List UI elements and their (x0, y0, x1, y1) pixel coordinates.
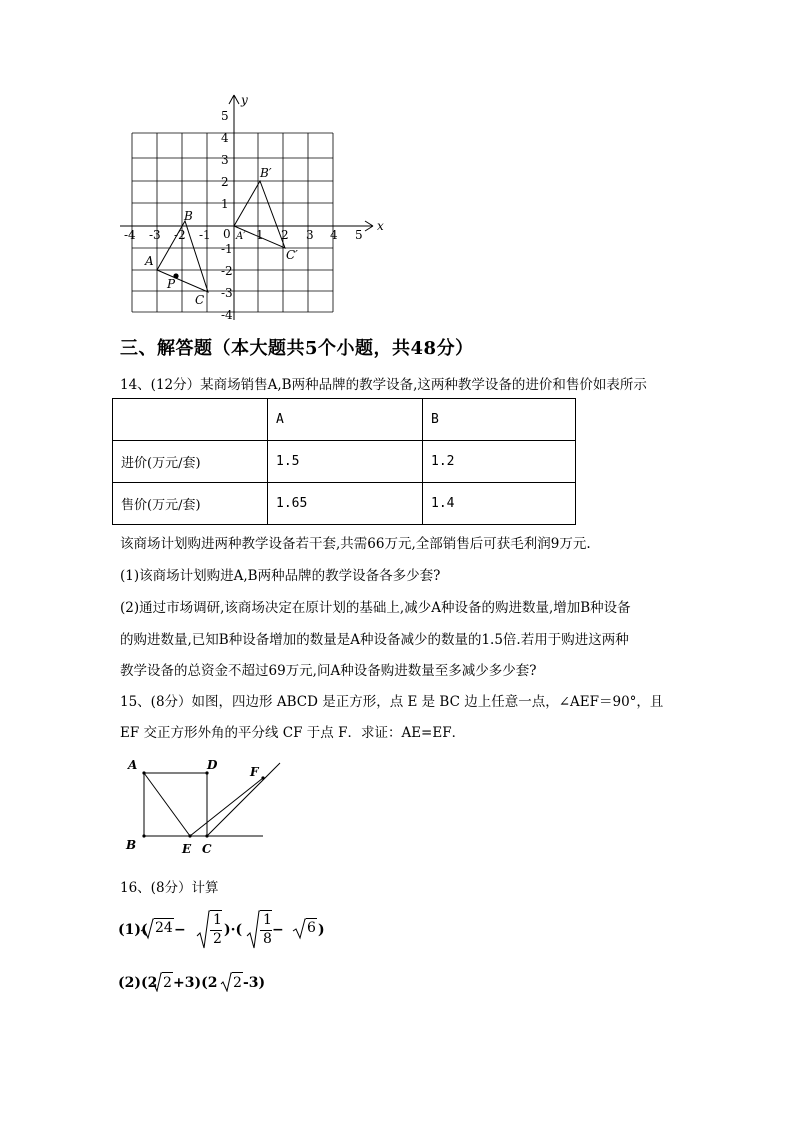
section-title: 三、解答题（本大题共5个小题，共48分） (120, 338, 474, 359)
label-c-prime: C′ (286, 248, 298, 262)
table-row (113, 399, 576, 441)
y-tick: -3 (221, 286, 233, 300)
y-tick: -2 (221, 264, 233, 278)
expr1-radicand-24: 24 (155, 920, 173, 936)
q14-part2-line2: 的购进数量,已知B种设备增加的数量是A种设备减少的数量的1.5倍.若用于购进这两种 (120, 632, 629, 648)
fig-label-c: C (202, 842, 212, 856)
label-p: P (167, 277, 176, 291)
x-tick: -4 (124, 228, 136, 242)
radical-sign-icon (140, 918, 154, 940)
origin-label: 0 (223, 227, 231, 241)
frac-den: 2 (213, 931, 222, 947)
q16-title: 16、(8分）计算 (120, 880, 219, 896)
y-tick: -1 (221, 242, 233, 256)
q16-expr1 (118, 910, 438, 950)
table-cell: 1.2 (423, 441, 576, 483)
expr1-prefix: (1)( (118, 922, 148, 938)
x-axis-label: x (377, 219, 384, 233)
fig-label-a: A (128, 758, 138, 772)
expr2-a: (2)(2 (118, 975, 158, 991)
radical-sign-icon (150, 972, 162, 992)
q14-part2-line1: (2)通过市场调研,该商场决定在原计划的基础上,减少A种设备的购进数量,增加B种设备 (120, 600, 631, 616)
fig-label-e: E (182, 842, 192, 856)
q15-line1: 15、(8分）如图，四边形 ABCD 是正方形，点 E 是 BC 边上任意一点，∠AEF＝90°，且 (120, 694, 664, 710)
table-cell: 进价(万元/套) (113, 441, 268, 483)
radical-sign-icon (246, 910, 260, 950)
y-tick: 4 (221, 131, 229, 145)
expr1-mid: )·( (224, 922, 243, 938)
x-tick: -3 (149, 228, 161, 242)
y-tick: 2 (221, 175, 229, 189)
expr2-radicand: 2 (232, 972, 243, 991)
coordinate-graph (110, 90, 400, 330)
x-tick: 2 (281, 228, 289, 242)
q14-part1: (1)该商场计划购进A,B两种品牌的教学设备各多少套? (120, 568, 441, 584)
y-tick: -4 (221, 308, 233, 322)
q14-part2-line3: 教学设备的总资金不超过69万元,问A种设备购进数量至多减少多少套? (120, 663, 537, 679)
square-figure (118, 755, 288, 860)
label-b-prime: B′ (260, 166, 272, 180)
table-cell: 1.4 (423, 483, 576, 525)
expr2-b: +3)(2 (173, 975, 218, 991)
label-c: C (195, 293, 205, 307)
x-tick: 3 (306, 228, 314, 242)
expr1-radicand-6: 6 (307, 920, 316, 936)
frac-den: 8 (263, 931, 272, 947)
label-a-prime: A′ (236, 231, 246, 242)
expr2-c: -3) (243, 975, 266, 991)
frac-num: 1 (213, 912, 222, 928)
y-axis-label: y (241, 93, 248, 107)
expr1-end: ) (318, 922, 325, 938)
label-a: A (145, 254, 154, 268)
y-tick: 3 (221, 153, 229, 167)
fig-label-d: D (207, 758, 218, 772)
expr1-minus: − (272, 922, 284, 938)
x-tick: -1 (199, 228, 211, 242)
x-tick: 4 (330, 228, 338, 242)
radical-sign-icon (196, 910, 210, 950)
q16-expr2 (118, 972, 418, 996)
expr1-minus: − (174, 922, 186, 938)
frac-num: 1 (263, 912, 272, 928)
x-tick: -2 (174, 228, 186, 242)
table-row (113, 441, 576, 483)
q14-stem: 14、(12分）某商场销售A,B两种品牌的教学设备,这两种教学设备的进价和售价如表所示 (120, 377, 647, 393)
y-tick: 1 (221, 197, 229, 211)
label-b: B (184, 209, 193, 223)
table-cell: 1.65 (268, 483, 423, 525)
table-cell: 1.5 (268, 441, 423, 483)
radical-sign-icon (220, 972, 232, 992)
fig-label-b: B (126, 838, 137, 852)
expr2-radicand: 2 (162, 972, 173, 991)
price-table (112, 398, 576, 525)
axes (120, 95, 373, 320)
q15-line2: EF 交正方形外角的平分线 CF 于点 F．求证：AE=EF． (120, 725, 466, 741)
fig-label-f: F (250, 765, 259, 779)
table-row (113, 483, 576, 525)
y-tick: 5 (221, 109, 229, 123)
table-cell (113, 399, 268, 441)
radical-sign-icon (292, 918, 306, 940)
x-tick: 5 (355, 228, 363, 242)
table-cell: 售价(万元/套) (113, 483, 268, 525)
table-cell: A (268, 399, 423, 441)
q14-info: 该商场计划购进两种教学设备若干套,共需66万元,全部销售后可获毛利润9万元. (120, 536, 591, 552)
x-tick: 1 (256, 228, 264, 242)
table-cell: B (423, 399, 576, 441)
